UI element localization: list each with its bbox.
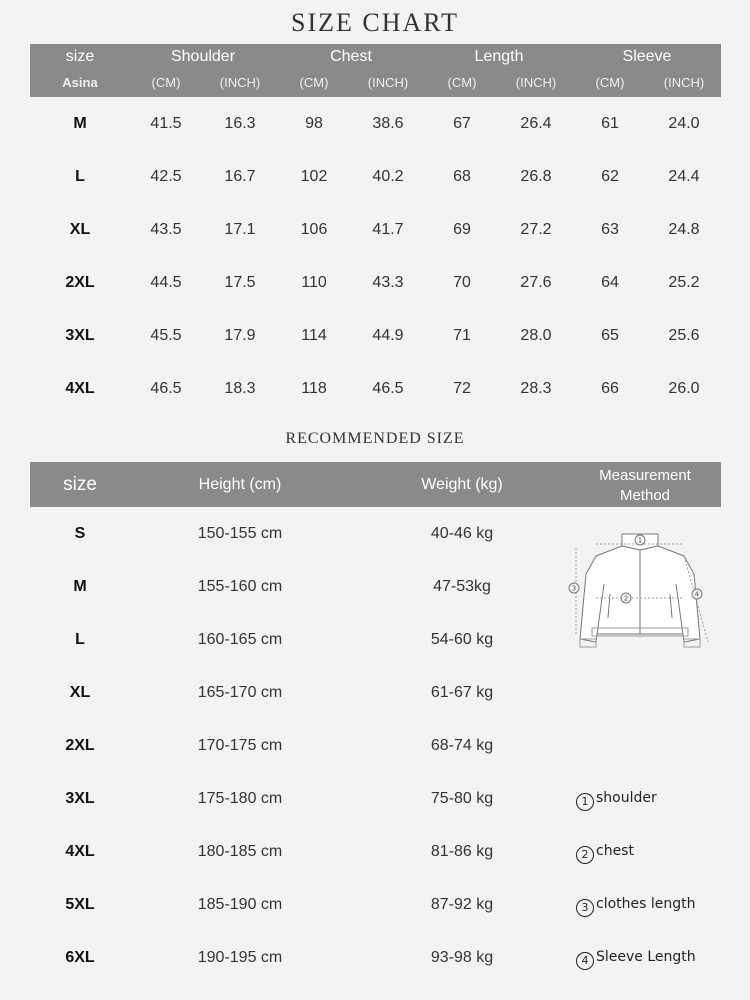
height-cell: 170-175 cm [197, 737, 283, 754]
subheader-cm: (CM) [447, 75, 477, 90]
table-row [30, 376, 721, 406]
length-inch-cell: 26.8 [520, 168, 552, 185]
shoulder-cm-cell: 42.5 [150, 168, 182, 185]
shoulder-inch-cell: 18.3 [224, 380, 256, 397]
table-row [30, 164, 721, 194]
chest-inch-cell: 43.3 [372, 274, 404, 291]
height-cell: 180-185 cm [197, 843, 283, 860]
table-row [30, 323, 721, 353]
size-cell: L [75, 168, 85, 185]
legend-item-chest [576, 843, 634, 864]
legend-item-sleeve-length [576, 949, 696, 970]
shoulder-cm-cell: 46.5 [150, 380, 182, 397]
shoulder-inch-cell: 17.9 [224, 327, 256, 344]
length-cm-cell: 70 [453, 274, 471, 291]
legend-number: 1 [576, 793, 594, 811]
header-chest: Chest [330, 48, 372, 65]
size-table-header [30, 44, 721, 97]
header-brand: Asina [62, 75, 98, 90]
header-length: Length [474, 48, 524, 65]
diagram-label-1: 1 [637, 536, 643, 545]
subheader-inch: (INCH) [515, 75, 557, 90]
legend-label: clothes length [596, 896, 696, 912]
recommended-size-title: RECOMMENDED SIZE [285, 430, 465, 447]
legend-label: shoulder [596, 790, 657, 806]
sleeve-cm-cell: 62 [601, 168, 619, 185]
subheader-cm: (CM) [595, 75, 625, 90]
height-cell: 155-160 cm [197, 578, 283, 595]
sleeve-cm-cell: 64 [601, 274, 619, 291]
shoulder-cm-cell: 45.5 [150, 327, 182, 344]
weight-cell: 81-86 kg [430, 843, 494, 860]
legend-label: Sleeve Length [596, 949, 696, 965]
chest-inch-cell: 41.7 [372, 221, 404, 238]
size-cell: XL [69, 684, 91, 701]
chest-inch-cell: 46.5 [372, 380, 404, 397]
weight-cell: 93-98 kg [430, 949, 494, 966]
shoulder-cm-cell: 43.5 [150, 221, 182, 238]
chest-cm-cell: 110 [301, 274, 327, 291]
size-chart-title: SIZE CHART [291, 8, 459, 37]
shoulder-inch-cell: 17.1 [224, 221, 256, 238]
chest-cm-cell: 114 [301, 327, 327, 344]
sleeve-inch-cell: 25.6 [668, 327, 700, 344]
weight-cell: 75-80 kg [430, 790, 494, 807]
header-size: size [65, 48, 95, 65]
weight-cell: 54-60 kg [430, 631, 494, 648]
height-cell: 185-190 cm [197, 896, 283, 913]
sleeve-inch-cell: 24.4 [668, 168, 700, 185]
sleeve-inch-cell: 24.8 [668, 221, 700, 238]
size-cell: 6XL [65, 949, 95, 966]
shoulder-inch-cell: 16.3 [224, 115, 256, 132]
header-measurement-method [575, 466, 715, 506]
subheader-inch: (INCH) [663, 75, 705, 90]
chest-cm-cell: 98 [305, 115, 323, 132]
header-method-line2: Method [619, 487, 671, 504]
weight-cell: 87-92 kg [430, 896, 494, 913]
weight-cell: 61-67 kg [430, 684, 494, 701]
sleeve-inch-cell: 26.0 [668, 380, 700, 397]
legend-number: 2 [576, 846, 594, 864]
weight-cell: 68-74 kg [430, 737, 494, 754]
header-size: size [63, 474, 97, 495]
shoulder-cm-cell: 41.5 [150, 115, 182, 132]
table-row [30, 270, 721, 300]
size-cell: 4XL [65, 380, 95, 397]
jacket-measurement-diagram [566, 514, 714, 664]
length-cm-cell: 67 [453, 115, 471, 132]
size-cell: XL [69, 221, 91, 238]
length-inch-cell: 27.2 [520, 221, 552, 238]
shoulder-inch-cell: 16.7 [224, 168, 256, 185]
size-cell: 5XL [65, 896, 95, 913]
header-sleeve: Sleeve [622, 48, 672, 65]
legend-label: chest [596, 843, 634, 859]
legend-number: 4 [576, 952, 594, 970]
height-cell: 175-180 cm [197, 790, 283, 807]
sleeve-cm-cell: 65 [601, 327, 619, 344]
sleeve-inch-cell: 25.2 [668, 274, 700, 291]
header-weight: Weight (kg) [421, 476, 503, 493]
sleeve-cm-cell: 61 [601, 115, 619, 132]
length-inch-cell: 28.0 [520, 327, 552, 344]
size-cell: 4XL [65, 843, 95, 860]
size-cell: M [73, 578, 87, 595]
height-cell: 160-165 cm [197, 631, 283, 648]
chest-inch-cell: 38.6 [372, 115, 404, 132]
sleeve-cm-cell: 63 [601, 221, 619, 238]
header-shoulder: Shoulder [170, 48, 236, 65]
table-row [30, 680, 721, 710]
weight-cell: 40-46 kg [430, 525, 494, 542]
table-row [30, 217, 721, 247]
diagram-label-4: 4 [694, 590, 700, 599]
length-cm-cell: 69 [453, 221, 471, 238]
size-cell: S [74, 525, 86, 542]
size-cell: 2XL [65, 737, 95, 754]
size-cell: 2XL [65, 274, 95, 291]
table-row [30, 733, 721, 763]
chest-inch-cell: 40.2 [372, 168, 404, 185]
size-cell: 3XL [65, 327, 95, 344]
legend-number: 3 [576, 899, 594, 917]
length-cm-cell: 72 [453, 380, 471, 397]
shoulder-cm-cell: 44.5 [150, 274, 182, 291]
chest-inch-cell: 44.9 [372, 327, 404, 344]
height-cell: 190-195 cm [197, 949, 283, 966]
legend-item-shoulder [576, 790, 657, 811]
diagram-label-3: 3 [571, 584, 577, 593]
chest-cm-cell: 102 [300, 168, 328, 185]
header-height: Height (cm) [198, 476, 282, 493]
subheader-cm: (CM) [151, 75, 181, 90]
size-cell: 3XL [65, 790, 95, 807]
length-inch-cell: 28.3 [520, 380, 552, 397]
subheader-cm: (CM) [299, 75, 329, 90]
recommended-table-header [30, 462, 721, 507]
size-cell: L [75, 631, 85, 648]
sleeve-cm-cell: 66 [601, 380, 619, 397]
shoulder-inch-cell: 17.5 [224, 274, 256, 291]
weight-cell: 47-53kg [433, 578, 491, 595]
length-cm-cell: 71 [453, 327, 471, 344]
height-cell: 150-155 cm [197, 525, 283, 542]
chest-cm-cell: 118 [301, 380, 327, 397]
legend-item-clothes-length [576, 896, 696, 917]
length-inch-cell: 27.6 [520, 274, 552, 291]
diagram-label-2: 2 [623, 594, 629, 603]
subheader-inch: (INCH) [367, 75, 409, 90]
subheader-inch: (INCH) [219, 75, 261, 90]
header-method-line1: Measurement [599, 467, 691, 484]
size-cell: M [73, 115, 87, 132]
length-inch-cell: 26.4 [520, 115, 552, 132]
height-cell: 165-170 cm [197, 684, 283, 701]
chest-cm-cell: 106 [300, 221, 328, 238]
sleeve-inch-cell: 24.0 [668, 115, 700, 132]
table-row [30, 111, 721, 141]
length-cm-cell: 68 [453, 168, 471, 185]
